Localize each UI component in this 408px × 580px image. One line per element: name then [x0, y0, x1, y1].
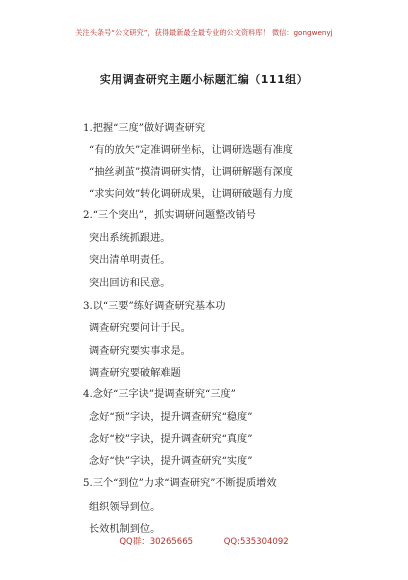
- document-title: 实用调查研究主题小标题汇编（111组）: [99, 73, 309, 86]
- paragraph-line: 5.三个“到位”力求“调查研究”不断提质增效: [83, 478, 277, 489]
- paragraph-line: 调查研究要实事求是。: [89, 346, 191, 357]
- paragraph-line: 念好“校”字诀，提升调查研究“真度”: [89, 434, 253, 445]
- paragraph-line: 突出清单明责任。: [89, 255, 171, 266]
- paragraph-line: 调查研究要问计于民。: [89, 323, 191, 334]
- paragraph-line: “抽丝剥茧”摸清调研实情，让调研解题有深度: [89, 167, 293, 178]
- paragraph-line: 长效机制到位。: [89, 524, 161, 535]
- paragraph-line: 念好“快”字诀，提升调查研究“实度”: [89, 456, 253, 467]
- paragraph-line: 1.把握“三度”做好调查研究: [83, 123, 206, 134]
- paragraph-line: 组织领导到位。: [89, 502, 161, 513]
- paragraph-line: 2.“三个突出”，抓实调研问题整改销号: [83, 210, 256, 221]
- qq-group-number: QQ群：30265665: [119, 537, 194, 547]
- paragraph-line: 4.念好“三字诀”提调查研究“三度”: [83, 389, 236, 400]
- paragraph-line: 念好“预”字诀，提升调查研究“稳度”: [89, 412, 253, 423]
- header-notice: 关注头条号“公文研究”，获得最新最全最专业的公文资料库！ 微信：gongwenyj: [75, 28, 333, 37]
- paragraph-line: 3.以“三要”练好调查研究基本功: [83, 301, 226, 312]
- paragraph-line: “求实问效”转化调研成果，让调研破题有力度: [89, 189, 293, 200]
- qq-number: QQ:535304092: [223, 537, 289, 547]
- paragraph-line: “有的放矢”定准调研坐标，让调研选题有准度: [89, 145, 293, 156]
- paragraph-line: 突出系统抓跟进。: [89, 233, 171, 244]
- footer-contact: [0, 535, 408, 547]
- paragraph-line: 突出回访和民意。: [89, 278, 171, 289]
- paragraph-line: 调查研究要破解难题: [89, 368, 181, 379]
